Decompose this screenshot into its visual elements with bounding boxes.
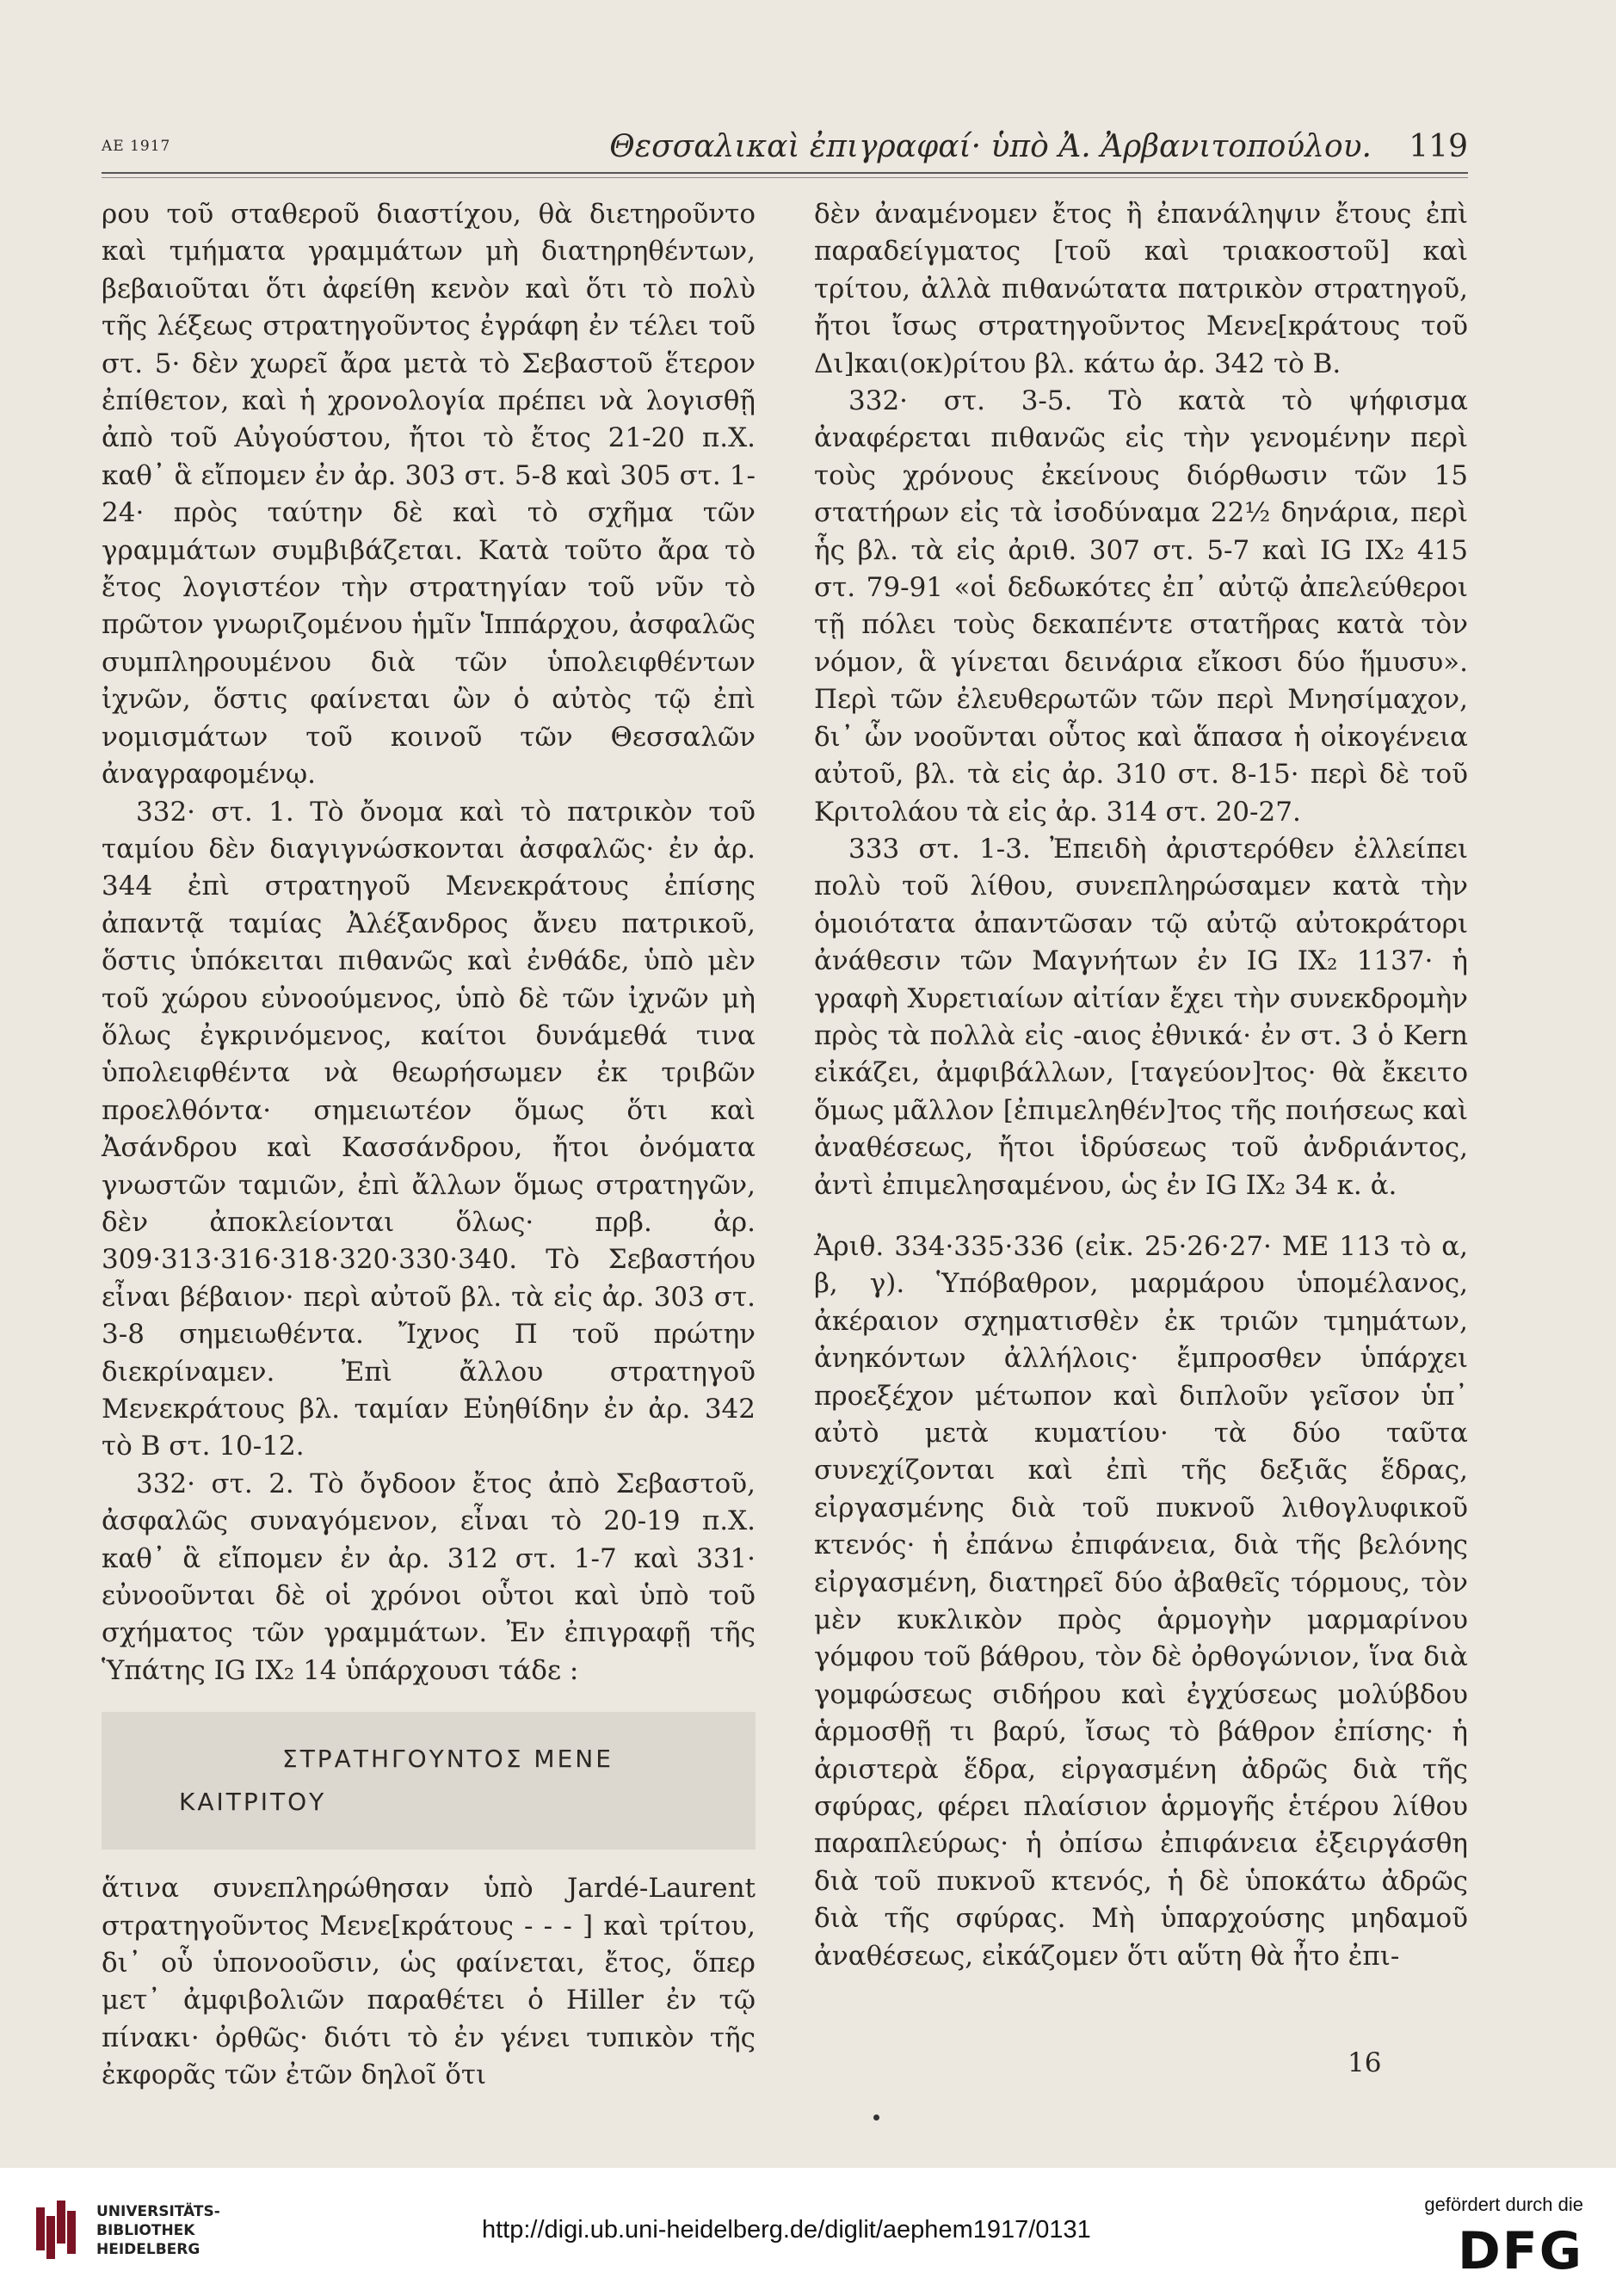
- running-head: [102, 129, 1468, 163]
- left-paragraph-3: 332· στ. 2. Τὸ ὄγδοον ἔτος ἀπὸ Σεβαστοῦ, ἀσφαλῶς συναγόμενον, εἶναι τὸ 20-19 π.Χ. καθ᾽ ἃ εἴπομεν ἐν ἀρ. 312 στ. 1-7 καὶ 331· εὐνοοῦνται δὲ οἱ χρόνοι οὗτοι καὶ ὑπὸ τοῦ σχήματος τῶν γραμμάτων. Ἐν ἐπιγραφῇ τῆς Ὑπάτης IG IX₂ 14 ὑπάρχουσι τάδε :: [102, 1468, 756, 1686]
- library-name-line-1: UNIVERSITÄTS-: [96, 2203, 220, 2220]
- right-paragraph-2: 332· στ. 3-5. Τὸ κατὰ τὸ ψήφισμα ἀναφέρεται πιθανῶς εἰς τὴν γενομένην περὶ τοὺς χρόνους ἐκείνους διόρθωσιν τῶν 15 στατήρων εἰς τὰ ἰσοδύναμα 22½ δηνάρια, περὶ ἧς βλ. τὰ εἰς ἀριθ. 307 στ. 5-7 καὶ IG IX₂ 415 στ. 79-91 «οἱ δεδωκότες ἐπ᾽ αὐτῷ ἀπελεύθεροι τῇ πόλει τοὺς δεκαπέντε στατῆρας κατὰ τὸν νόμον, ἃ γίνεται δεινάρια εἴκοσι δύο ἥμυσυ». Περὶ τῶν ἐλευθερωτῶν τῶν περὶ Μνησίμαχον, δι᾽ ὧν νοοῦνται οὗτος καὶ ἅπασα ἡ οἰκογένεια αὐτοῦ, βλ. τὰ εἰς ἀρ. 310 στ. 8-15· περὶ δὲ τοῦ Κριτολάου τὰ εἰς ἀρ. 314 στ. 20-27.: [814, 385, 1468, 828]
- library-name-line-2: BIBLIOTHEK: [96, 2222, 195, 2239]
- dfg-logo: DFG: [1457, 2221, 1583, 2281]
- header-rule-thin: [102, 177, 1468, 178]
- source-url-link[interactable]: http://digi.ub.uni-heidelberg.de/diglit/aephem1917/0131: [482, 2216, 1091, 2244]
- library-name: [96, 2202, 220, 2259]
- university-library-logo-icon: [34, 2199, 84, 2261]
- digitization-footer: [0, 2168, 1616, 2296]
- page-dot: [873, 2114, 879, 2121]
- right-paragraph-1: δὲν ἀναμένομεν ἔτος ἢ ἐπανάληψιν ἔτους ἐπὶ παραδείγματος [τοῦ καὶ τριακοστοῦ] καὶ τρίτου, ἀλλὰ πιθανώτατα πατρικὸν στρατηγοῦ, ἤτοι ἴσως στρατηγοῦντος Μενε[κράτους τοῦ Δι]και(οκ)ρίτου βλ. κάτω ἀρ. 342 τὸ Β.: [814, 199, 1468, 379]
- page-number: 119: [1409, 129, 1468, 164]
- signature-mark: 16: [1348, 2047, 1382, 2078]
- header-rule: [102, 172, 1468, 174]
- inscription-block: [102, 1712, 756, 1850]
- right-paragraph-4: Ἀριθ. 334·335·336 (εἰκ. 25·26·27· ΜΕ 113 τὸ α, β, γ). Ὑπόβαθρον, μαρμάρου ὑπομέλανος, ἀκέραιον σχηματισθὲν ἐκ τριῶν τμημάτων, ἀνηκόντων ἀλλήλοις· ἔμπροσθεν ὑπάρχει προεξέχον μέτωπον καὶ διπλοῦν γεῖσον ὑπ᾽ αὐτὸ μετὰ κυματίου· τὰ δύο ταῦτα συνεχίζονται καὶ ἐπὶ τῆς δεξιᾶς ἕδρας, εἰργασμένης διὰ τοῦ πυκνοῦ λιθογλυφικοῦ κτενός· ἡ ἐπάνω ἐπιφάνεια, διὰ τῆς βελόνης εἰργασμένη, διατηρεῖ δύο ἀβαθεῖς τόρμους, τὸν μὲν κυκλικὸν πρὸς ἁρμογὴν μαρμαρίνου γόμφου τοῦ βάθρου, τὸν δὲ ὀρθογώνιον, ἵνα διὰ γομφώσεως σιδήρου καὶ ἐγχύσεως μολύβδου ἁρμοσθῇ τι βαρύ, ἴσως τὸ βάθρον ἐπίσης· ἡ ἀριστερὰ ἕδρα, εἰργασμένη ἀδρῶς διὰ τῆς σφύρας, φέρει πλαίσιον ἁρμογῆς ἑτέρου λίθου παραπλεύρως· ἡ ὀπίσω ἐπιφάνεια ἐξειργάσθη διὰ τοῦ πυκνοῦ κτενός, ἡ δὲ ὑποκάτω ἀδρῶς διὰ τῆς σφύρας. Μὴ ὑπαρχούσης μηδαμοῦ ἀναθέσεως, εἰκάζομεν ὅτι αὕτη θὰ ἦτο ἐπι-: [814, 1230, 1468, 1972]
- right-column: [814, 196, 1468, 1975]
- funder-label: gefördert durch die: [1424, 2194, 1583, 2215]
- right-paragraph-3: 333 στ. 1-3. Ἐπειδὴ ἀριστερόθεν ἐλλείπει πολὺ τοῦ λίθου, συνεπληρώσαμεν κατὰ τὴν ὁμοιότατα ἀπαντῶσαν τῷ αὐτῷ αὐτοκράτορι ἀνάθεσιν τῶν Μαγνήτων ἐν IG IX₂ 1137· ἡ γραφὴ Χυρετιαίων αἰτίαν ἔχει τὴν συνεκδρομὴν πρὸς τὰ πολλὰ εἰς -αιος ἐθνικά· ἐν στ. 3 ὁ Kern εἰκάζει, ἀμφιβάλλων, [ταγεύον]τος· θὰ ἔκειτο ὅμως μᾶλλον [ἐπιμεληθέν]τος τῆς ποιήσεως καὶ ἀναθέσεως, ἤτοι ἱδρύσεως τοῦ ἀνδριάντος, ἀντὶ ἐπιμελησαμένου, ὡς ἐν IG IX₂ 34 κ. ἀ.: [814, 833, 1468, 1201]
- left-paragraph-4: ἅτινα συνεπληρώθησαν ὑπὸ Jardé-Laurent στρατηγοῦντος Μενε[κράτους - - - ] καὶ τρίτου, δι᾽ οὗ ὑπονοοῦσιν, ὡς φαίνεται, ἔτος, ὅπερ μετ᾽ ἀμφιβολιῶν παραθέτει ὁ Hiller ἐν τῷ πίνακι· ὀρθῶς· διότι τὸ ἐν γένει τυπικὸν τῆς ἐκφορᾶς τῶν ἐτῶν δηλοῖ ὅτι: [102, 1873, 756, 2091]
- inscription-line-2: ΚΑΙΤΡΙΤΟΥ: [179, 1788, 327, 1817]
- running-title: Θεσσαλικαὶ ἐπιγραφαί· ὑπὸ Ἀ. Ἀρβανιτοπούλου.: [609, 129, 1372, 164]
- library-name-line-3: HEIDELBERG: [96, 2241, 200, 2258]
- journal-abbrev: ΑΕ 1917: [102, 138, 171, 155]
- left-paragraph-2: 332· στ. 1. Τὸ ὄνομα καὶ τὸ πατρικὸν τοῦ ταμίου δὲν διαγιγνώσκονται ἀσφαλῶς· ἐν ἀρ. 344 ἐπὶ στρατηγοῦ Μενεκράτους ἐπίσης ἀπαντᾷ ταμίας Ἀλέξανδρος ἄνευ πατρικοῦ, ὅστις ὑπόκειται πιθανῶς καὶ ἐνθάδε, ὑπὸ μὲν τοῦ χώρου εὐνοούμενος, ὑπὸ δὲ τῶν ἰχνῶν μὴ ὅλως ἐγκρινόμενος, καίτοι δυνάμεθά τινα ὑπολειφθέντα νὰ θεωρήσωμεν ἐκ τριβῶν προελθόντα· σημειωτέον ὅμως ὅτι καὶ Ἀσάνδρου καὶ Κασσάνδρου, ἤτοι ὀνόματα γνωστῶν ταμιῶν, ἐπὶ ἄλλων ὅμως στρατηγῶν, δὲν ἀποκλείονται ὅλως· πρβ. ἀρ. 309·313·316·318·320·330·340. Τὸ Σεβαστήου εἶναι βέβαιον· περὶ αὐτοῦ βλ. τὰ εἰς ἀρ. 303 στ. 3-8 σημειωθέντα. Ἴχνος Π τοῦ πρώτην διεκρίναμεν. Ἐπὶ ἄλλου στρατηγοῦ Μενεκράτους βλ. ταμίαν Εὐηθίδην ἐν ἀρ. 342 τὸ Β στ. 10-12.: [102, 796, 756, 1462]
- inscription-line-1: ΣΤΡΑΤΗΓΟΥΝΤΟΣ ΜΕΝΕ: [282, 1745, 614, 1774]
- left-column: [102, 196, 756, 2095]
- left-paragraph-1: ρου τοῦ σταθεροῦ διαστίχου, θὰ διετηροῦντο καὶ τμήματα γραμμάτων μὴ διατηρηθέντων, βεβαιοῦται ὅτι ἀφείθη κενὸν καὶ ὅτι τὸ πολὺ τῆς λέξεως στρατηγοῦντος ἐγράφη ἐν τέλει τοῦ στ. 5· δὲν χωρεῖ ἄρα μετὰ τὸ Σεβαστοῦ ἕτερον ἐπίθετον, καὶ ἡ χρονολογία πρέπει νὰ λογισθῇ ἀπὸ τοῦ Αὐγούστου, ἤτοι τὸ ἔτος 21-20 π.Χ. καθ᾽ ἃ εἴπομεν ἐν ἀρ. 303 στ. 5-8 καὶ 305 στ. 1-24· πρὸς ταύτην δὲ καὶ τὸ σχῆμα τῶν γραμμάτων συμβιβάζεται. Κατὰ τοῦτο ἄρα τὸ ἔτος λογιστέον τὴν στρατηγίαν τοῦ νῦν τὸ πρῶτον γνωριζομένου ἡμῖν Ἱππάρχου, ἀσφαλῶς συμπληρουμένου διὰ τῶν ὑπολειφθέντων ἰχνῶν, ὅστις φαίνεται ὢν ὁ αὐτὸς τῷ ἐπὶ νομισμάτων τοῦ κοινοῦ τῶν Θεσσαλῶν ἀναγραφομένῳ.: [102, 199, 756, 791]
